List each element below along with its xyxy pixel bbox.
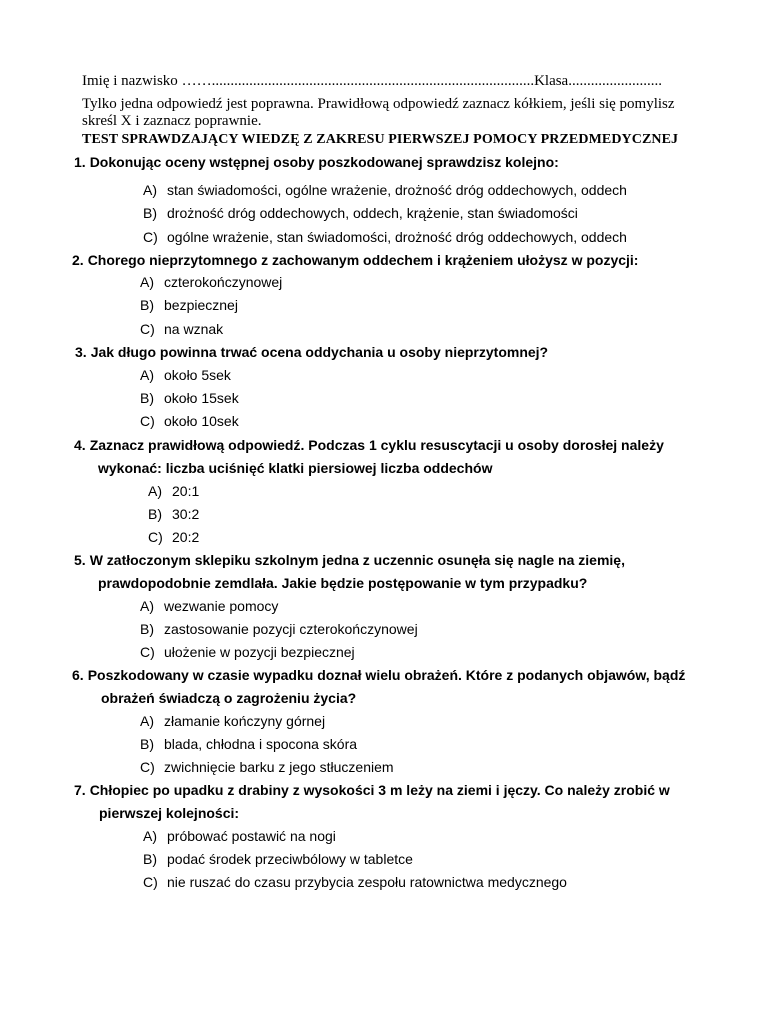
option-letter: B) <box>140 297 154 313</box>
q1-option-c[interactable] <box>143 228 627 246</box>
q6-option-a[interactable] <box>140 712 325 730</box>
q2-option-b[interactable] <box>140 296 238 314</box>
option-text: bezpiecznej <box>164 297 238 313</box>
q3-option-b[interactable] <box>140 389 239 407</box>
option-letter: A) <box>140 367 154 383</box>
option-text: ułożenie w pozycji bezpiecznej <box>164 644 355 660</box>
option-text: czterokończynowej <box>164 274 283 290</box>
option-letter: B) <box>148 506 162 522</box>
q5-option-b[interactable] <box>140 620 418 638</box>
question-2 <box>72 251 638 269</box>
option-letter: A) <box>148 483 162 499</box>
option-text: ogólne wrażenie, stan świadomości, drożność dróg oddechowych, oddech <box>167 229 627 245</box>
question-number: 5. <box>74 552 86 568</box>
option-letter: A) <box>140 274 154 290</box>
option-text: około 5sek <box>164 367 231 383</box>
question-text: Chorego nieprzytomnego z zachowanym oddechem i krążeniem ułożysz w pozycji: <box>87 252 639 268</box>
option-text: około 10sek <box>164 413 239 429</box>
option-text: nie ruszać do czasu przybycia zespołu ratownictwa medycznego <box>167 874 567 890</box>
question-text: Chłopiec po upadku z drabiny z wysokości 3 m leży na ziemi i jęczy. Co należy zrobić w <box>89 782 670 798</box>
option-letter: A) <box>140 713 154 729</box>
question-5-continued: prawdopodobnie zemdlała. Jakie będzie postępowanie w tym przypadku? <box>98 575 588 591</box>
q2-option-c[interactable] <box>140 320 223 338</box>
option-text: 20:1 <box>172 483 200 499</box>
question-text: Poszkodowany w czasie wypadku doznał wielu obrażeń. Które z podanych objawów, bądź <box>87 667 686 683</box>
q6-option-b[interactable] <box>140 735 357 753</box>
option-text: drożność dróg oddechowych, oddech, krążenie, stan świadomości <box>167 205 578 221</box>
question-1 <box>74 153 559 171</box>
question-text: W zatłoczonym sklepiku szkolnym jedna z uczennic osunęła się nagle na ziemię, <box>89 552 625 568</box>
test-title: TEST SPRAWDZAJĄCY WIEDZĘ Z ZAKRESU PIERWSZEJ POMOCY PRZEDMEDYCZNEJ <box>82 132 679 147</box>
option-text: 30:2 <box>172 506 200 522</box>
option-letter: B) <box>143 205 157 221</box>
question-text: Zaznacz prawidłową odpowiedź. Podczas 1 cyklu resuscytacji u osoby dorosłej należy <box>89 437 664 453</box>
option-text: około 15sek <box>164 390 239 406</box>
question-number: 6. <box>72 667 84 683</box>
question-number: 3. <box>75 344 87 360</box>
option-letter: C) <box>140 321 155 337</box>
option-letter: C) <box>140 759 155 775</box>
question-5 <box>74 551 625 569</box>
option-letter: B) <box>140 390 154 406</box>
name-fill-line[interactable]: ……...................................................................................... <box>177 73 535 89</box>
option-text: zastosowanie pozycji czterokończynowej <box>164 621 418 637</box>
q2-option-a[interactable] <box>140 273 282 291</box>
question-number: 2. <box>72 252 84 268</box>
instructions-line-2: skreśl X i zaznacz poprawnie. <box>82 113 262 129</box>
question-text: Jak długo powinna trwać ocena oddychania u osoby nieprzytomnej? <box>90 344 549 360</box>
question-text: Dokonując oceny wstępnej osoby poszkodowanej sprawdzisz kolejno: <box>89 154 559 170</box>
question-number: 1. <box>74 154 86 170</box>
class-fill-line[interactable]: ......................... <box>568 73 662 89</box>
q6-option-c[interactable] <box>140 758 394 776</box>
q7-option-a[interactable] <box>143 827 336 845</box>
option-text: zwichnięcie barku z jego stłuczeniem <box>164 759 394 775</box>
question-7-continued: pierwszej kolejności: <box>99 805 240 821</box>
q4-option-b[interactable] <box>148 505 199 523</box>
option-letter: C) <box>140 413 155 429</box>
q3-option-c[interactable] <box>140 412 239 430</box>
question-number: 7. <box>74 782 86 798</box>
name-label: Imię i nazwisko <box>82 73 178 89</box>
question-6 <box>72 666 685 684</box>
option-text: 20:2 <box>172 529 200 545</box>
option-text: złamanie kończyny górnej <box>164 713 326 729</box>
option-text: blada, chłodna i spocona skóra <box>164 736 358 752</box>
q1-option-a[interactable] <box>143 181 627 199</box>
option-letter: B) <box>143 851 157 867</box>
option-text: podać środek przeciwbólowy w tabletce <box>167 851 413 867</box>
q3-option-a[interactable] <box>140 366 231 384</box>
question-6-continued: obrażeń świadczą o zagrożeniu życia? <box>101 690 357 706</box>
q7-option-b[interactable] <box>143 850 413 868</box>
option-letter: C) <box>143 874 158 890</box>
question-7 <box>74 781 670 799</box>
question-4 <box>74 436 664 454</box>
class-label: Klasa <box>534 73 569 89</box>
q5-option-a[interactable] <box>140 597 278 615</box>
option-text: wezwanie pomocy <box>164 598 279 614</box>
question-3 <box>75 343 548 361</box>
option-letter: B) <box>140 621 154 637</box>
option-letter: B) <box>140 736 154 752</box>
q5-option-c[interactable] <box>140 643 355 661</box>
student-header <box>82 72 662 90</box>
option-letter: A) <box>140 598 154 614</box>
q7-option-c[interactable] <box>143 873 567 891</box>
question-4-continued: wykonać: liczba uciśnięć klatki piersiowej liczba oddechów <box>98 460 493 476</box>
option-letter: A) <box>143 828 157 844</box>
question-number: 4. <box>74 437 86 453</box>
option-text: stan świadomości, ogólne wrażenie, drożność dróg oddechowych, oddech <box>167 182 627 198</box>
instructions-line-1: Tylko jedna odpowiedź jest poprawna. Prawidłową odpowiedź zaznacz kółkiem, jeśli się pomylisz <box>82 96 675 112</box>
q1-option-b[interactable] <box>143 204 578 222</box>
q4-option-c[interactable] <box>148 528 199 546</box>
option-letter: C) <box>140 644 155 660</box>
option-text: próbować postawić na nogi <box>167 828 336 844</box>
option-letter: C) <box>148 529 163 545</box>
option-letter: A) <box>143 182 157 198</box>
option-text: na wznak <box>164 321 224 337</box>
q4-option-a[interactable] <box>148 482 199 500</box>
option-letter: C) <box>143 229 158 245</box>
